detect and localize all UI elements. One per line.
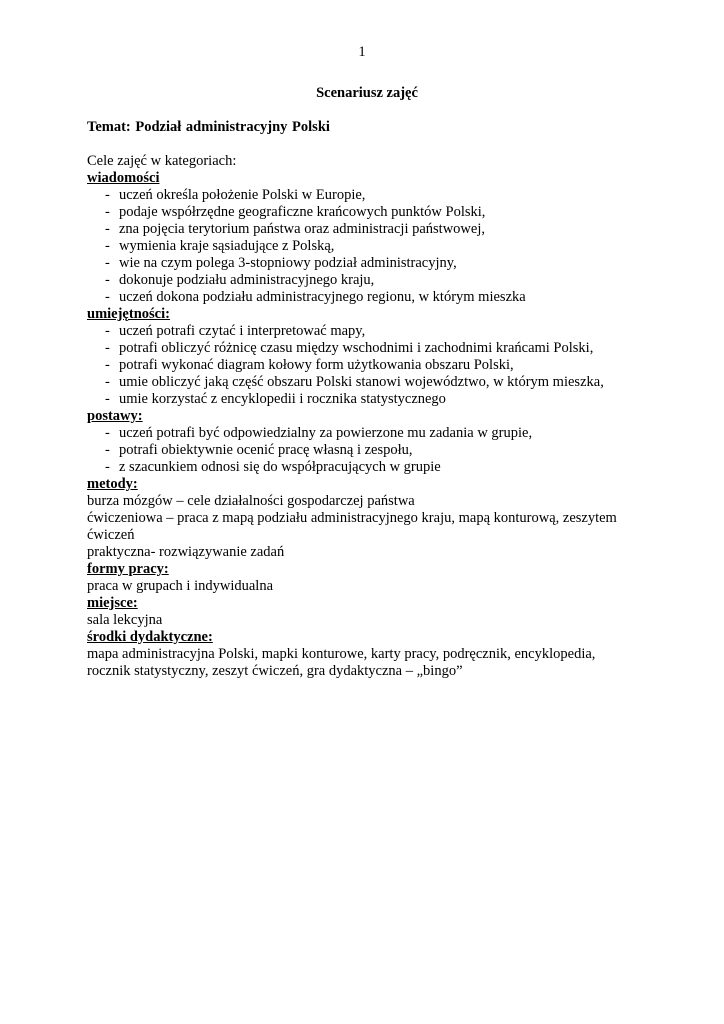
page-number: 1 (358, 44, 366, 60)
list-item-text: potrafi wykonać diagram kołowy form użytkowania obszaru Polski, (119, 357, 514, 373)
list-item (87, 323, 647, 340)
list-item (87, 289, 647, 306)
dash-marker: - (105, 442, 110, 458)
work-forms-heading: formy pracy: (87, 561, 169, 577)
knowledge-list (87, 187, 647, 306)
attitudes-heading: postawy: (87, 408, 143, 424)
dash-marker: - (105, 374, 110, 390)
list-item (87, 272, 647, 289)
teaching-aids-line: mapa administracyjna Polski, mapki konturowe, karty pracy, podręcznik, encyklopedia, (87, 646, 596, 662)
list-item-text: potrafi obiektywnie ocenić pracę własną i zespołu, (119, 442, 413, 458)
attitudes-list (87, 425, 647, 476)
lesson-topic: Temat: Podział administracyjny Polski (87, 119, 330, 135)
knowledge-heading: wiadomości (87, 170, 160, 186)
methods-line: ćwiczeniowa – praca z mapą podziału administracyjnego kraju, mapą konturową, zeszytem (87, 510, 617, 526)
dash-marker: - (105, 357, 110, 373)
list-item (87, 204, 647, 221)
dash-marker: - (105, 459, 110, 475)
list-item (87, 255, 647, 272)
dash-marker: - (105, 289, 110, 305)
list-item-text: potrafi obliczyć różnicę czasu między wschodnimi i zachodnimi krańcami Polski, (119, 340, 594, 356)
list-item-text: z szacunkiem odnosi się do współpracujących w grupie (119, 459, 441, 475)
methods-heading: metody: (87, 476, 138, 492)
list-item-text: wymienia kraje sąsiadujące z Polską, (119, 238, 335, 254)
list-item (87, 357, 647, 374)
place-heading: miejsce: (87, 595, 138, 611)
place-line: sala lekcyjna (87, 612, 163, 628)
document-title: Scenariusz zajęć (316, 85, 418, 101)
document-body (87, 85, 647, 680)
methods-line: praktyczna- rozwiązywanie zadań (87, 544, 285, 560)
list-item-text: zna pojęcia terytorium państwa oraz administracji państwowej, (119, 221, 485, 237)
list-item-text: wie na czym polega 3-stopniowy podział administracyjny, (119, 255, 457, 271)
dash-marker: - (105, 238, 110, 254)
methods-line: burza mózgów – cele działalności gospodarczej państwa (87, 493, 415, 509)
list-item-text: dokonuje podziału administracyjnego kraju, (119, 272, 375, 288)
dash-marker: - (105, 221, 110, 237)
dash-marker: - (105, 204, 110, 220)
dash-marker: - (105, 391, 110, 407)
list-item (87, 442, 647, 459)
list-item (87, 221, 647, 238)
dash-marker: - (105, 340, 110, 356)
list-item-text: podaje współrzędne geograficzne krańcowych punktów Polski, (119, 204, 486, 220)
list-item-text: uczeń potrafi czytać i interpretować mapy, (119, 323, 366, 339)
list-item (87, 238, 647, 255)
list-item (87, 340, 647, 357)
goals-intro: Cele zajęć w kategoriach: (87, 153, 237, 169)
dash-marker: - (105, 323, 110, 339)
spacer (87, 102, 647, 119)
list-item (87, 391, 647, 408)
list-item-text: uczeń dokona podziału administracyjnego regionu, w którym mieszka (119, 289, 526, 305)
dash-marker: - (105, 272, 110, 288)
dash-marker: - (105, 187, 110, 203)
list-item-text: uczeń określa położenie Polski w Europie, (119, 187, 366, 203)
dash-marker: - (105, 255, 110, 271)
list-item-text: uczeń potrafi być odpowiedzialny za powierzone mu zadania w grupie, (119, 425, 533, 441)
list-item (87, 374, 647, 391)
list-item-text: umie korzystać z encyklopedii i rocznika statystycznego (119, 391, 446, 407)
spacer (87, 136, 647, 153)
list-item-text: umie obliczyć jaką część obszaru Polski stanowi województwo, w którym mieszka, (119, 374, 604, 390)
work-forms-line: praca w grupach i indywidualna (87, 578, 274, 594)
dash-marker: - (105, 425, 110, 441)
skills-heading: umiejętności: (87, 306, 170, 322)
methods-line: ćwiczeń (87, 527, 135, 543)
teaching-aids-line: rocznik statystyczny, zeszyt ćwiczeń, gra dydaktyczna – „bingo” (87, 663, 463, 679)
list-item (87, 187, 647, 204)
teaching-aids-heading: środki dydaktyczne: (87, 629, 213, 645)
list-item (87, 425, 647, 442)
list-item (87, 459, 647, 476)
skills-list (87, 323, 647, 408)
